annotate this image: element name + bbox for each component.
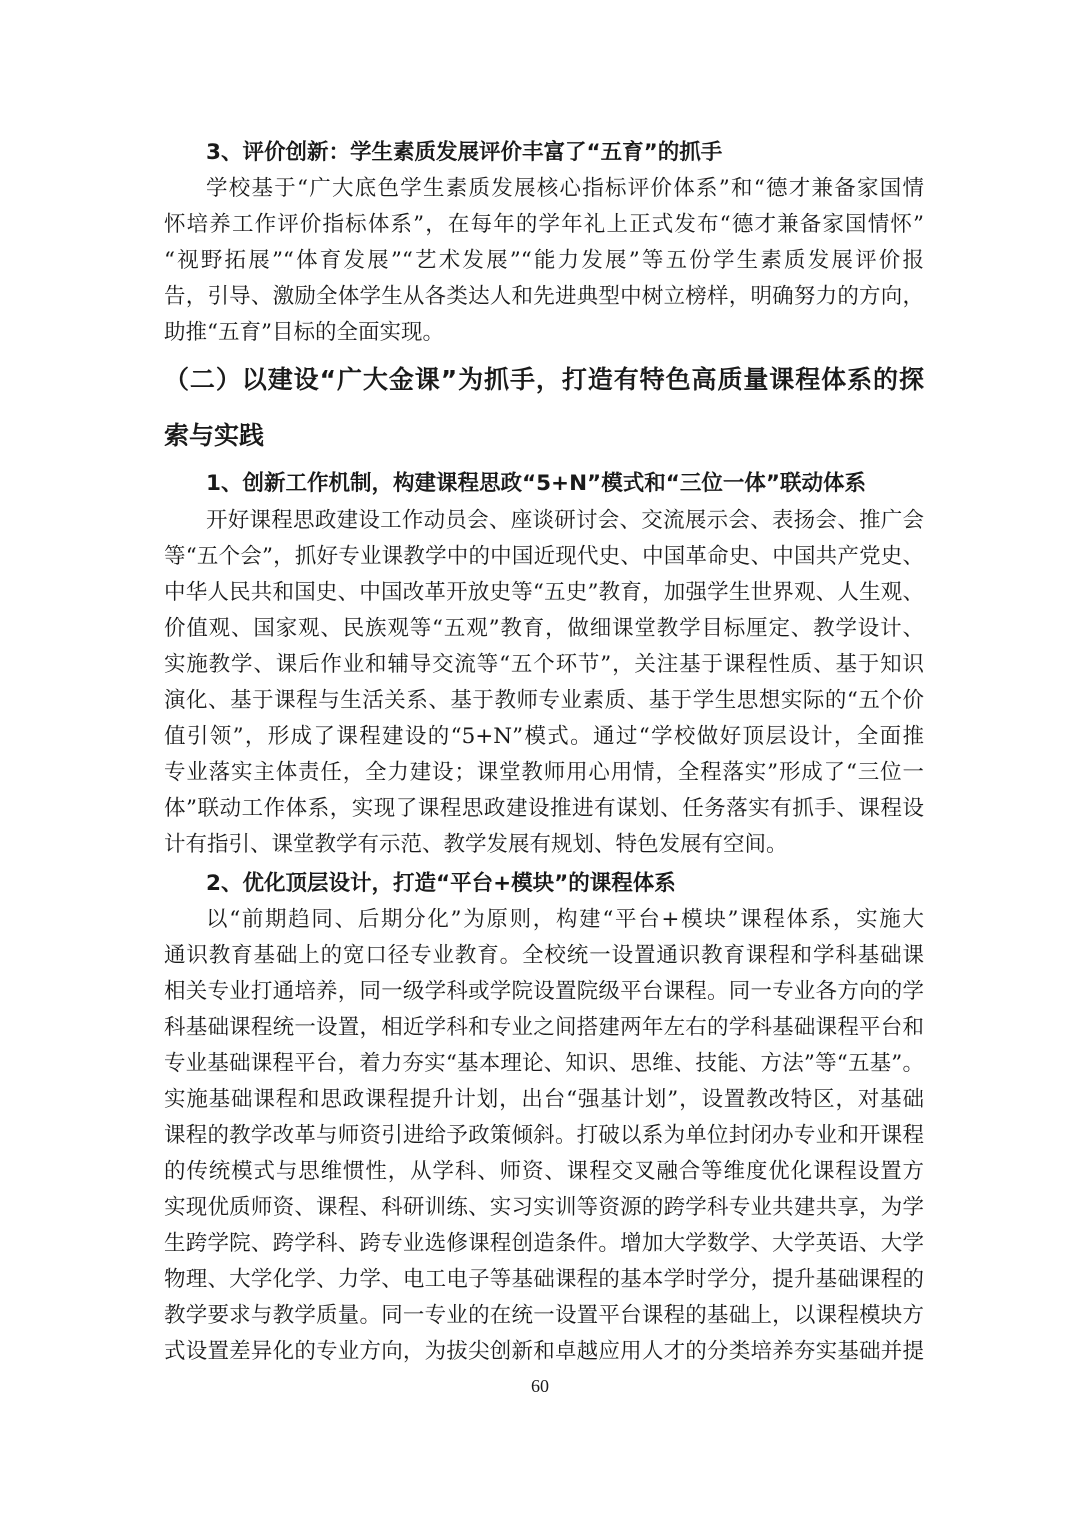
paragraph-line: 学校基于“广大底色学生素质发展核心指标评价体系”和“德才兼备家国情 [206,176,924,201]
paragraph-line: 生跨学院、跨学科、跨专业选修课程创造条件。增加大学数学、大学英语、大学 [164,1231,924,1256]
paragraph-line: 价值观、国家观、民族观等“五观”教育，做细课堂教学目标厘定、教学设计、 [164,616,924,641]
part-title: （二）以建设“广大金课”为抓手，打造有特色高质量课程体系的探 [164,365,924,394]
paragraph-line: 体”联动工作体系，实现了课程思政建设推进有谋划、任务落实有抓手、课程设 [164,796,924,821]
paragraph-line: 值引领”，形成了课程建设的“5+N”模式。通过“学校做好顶层设计，全面推 [164,724,924,749]
paragraph-line: 科基础课程统一设置，相近学科和专业之间搭建两年左右的学科基础课程平台和 [164,1015,924,1040]
paragraph-line: 专业基础课程平台，着力夯实“基本理论、知识、思维、技能、方法”等“五基”。 [164,1051,924,1076]
paragraph-line: 怀培养工作评价指标体系”，在每年的学年礼上正式发布“德才兼备家国情怀” [164,212,924,237]
paragraph-line: 教学要求与教学质量。同一专业的在统一设置平台课程的基础上，以课程模块方 [164,1303,924,1328]
paragraph-line: 等“五个会”，抓好专业课教学中的中国近现代史、中国革命史、中国共产党史、 [164,544,924,569]
section-heading: 1、创新工作机制，构建课程思政“5+N”模式和“三位一体”联动体系 [206,471,866,496]
paragraph-line: 中华人民共和国史、中国改革开放史等“五史”教育，加强学生世界观、人生观、 [164,580,924,605]
paragraph-line: 的传统模式与思维惯性，从学科、师资、课程交叉融合等维度优化课程设置方 [164,1159,924,1184]
paragraph-line: 实现优质师资、课程、科研训练、实习实训等资源的跨学科专业共建共享，为学 [164,1195,924,1220]
section-heading: 3、评价创新：学生素质发展评价丰富了“五育”的抓手 [206,140,723,165]
paragraph-line: 演化、基于课程与生活关系、基于教师专业素质、基于学生思想实际的“五个价 [164,688,924,713]
paragraph-line: 通识教育基础上的宽口径专业教育。全校统一设置通识教育课程和学科基础课 [164,943,924,968]
paragraph-line: 助推“五育”目标的全面实现。 [164,320,444,345]
paragraph-line: 告，引导、激励全体学生从各类达人和先进典型中树立榜样，明确努力的方向， [164,284,924,309]
paragraph-line: 实施基础课程和思政课程提升计划，出台“强基计划”，设置教改特区，对基础 [164,1087,924,1112]
paragraph-line: 实施教学、课后作业和辅导交流等“五个环节”，关注基于课程性质、基于知识 [164,652,924,677]
paragraph-line: 计有指引、课堂教学有示范、教学发展有规划、特色发展有空间。 [164,832,788,857]
paragraph-line: 开好课程思政建设工作动员会、座谈研讨会、交流展示会、表扬会、推广会 [206,508,924,533]
paragraph-line: “视野拓展”“体育发展”“艺术发展”“能力发展”等五份学生素质发展评价报 [164,248,924,273]
paragraph-line: 专业落实主体责任，全力建设；课堂教师用心用情，全程落实”形成了“三位一 [164,760,924,785]
paragraph-line: 物理、大学化学、力学、电工电子等基础课程的基本学时学分，提升基础课程的 [164,1267,924,1292]
page-number: 60 [531,1376,549,1396]
paragraph-line: 式设置差异化的专业方向，为拔尖创新和卓越应用人才的分类培养夯实基础并提 [164,1339,924,1364]
part-title: 索与实践 [164,421,265,450]
section-heading: 2、优化顶层设计，打造“平台+模块”的课程体系 [206,871,676,896]
paragraph-line: 相关专业打通培养，同一级学科或学院设置院级平台课程。同一专业各方向的学 [164,979,924,1004]
paragraph-line: 以“前期趋同、后期分化”为原则，构建“平台+模块”课程体系，实施大 [206,907,924,932]
paragraph-line: 课程的教学改革与师资引进给予政策倾斜。打破以系为单位封闭办专业和开课程 [164,1123,924,1148]
